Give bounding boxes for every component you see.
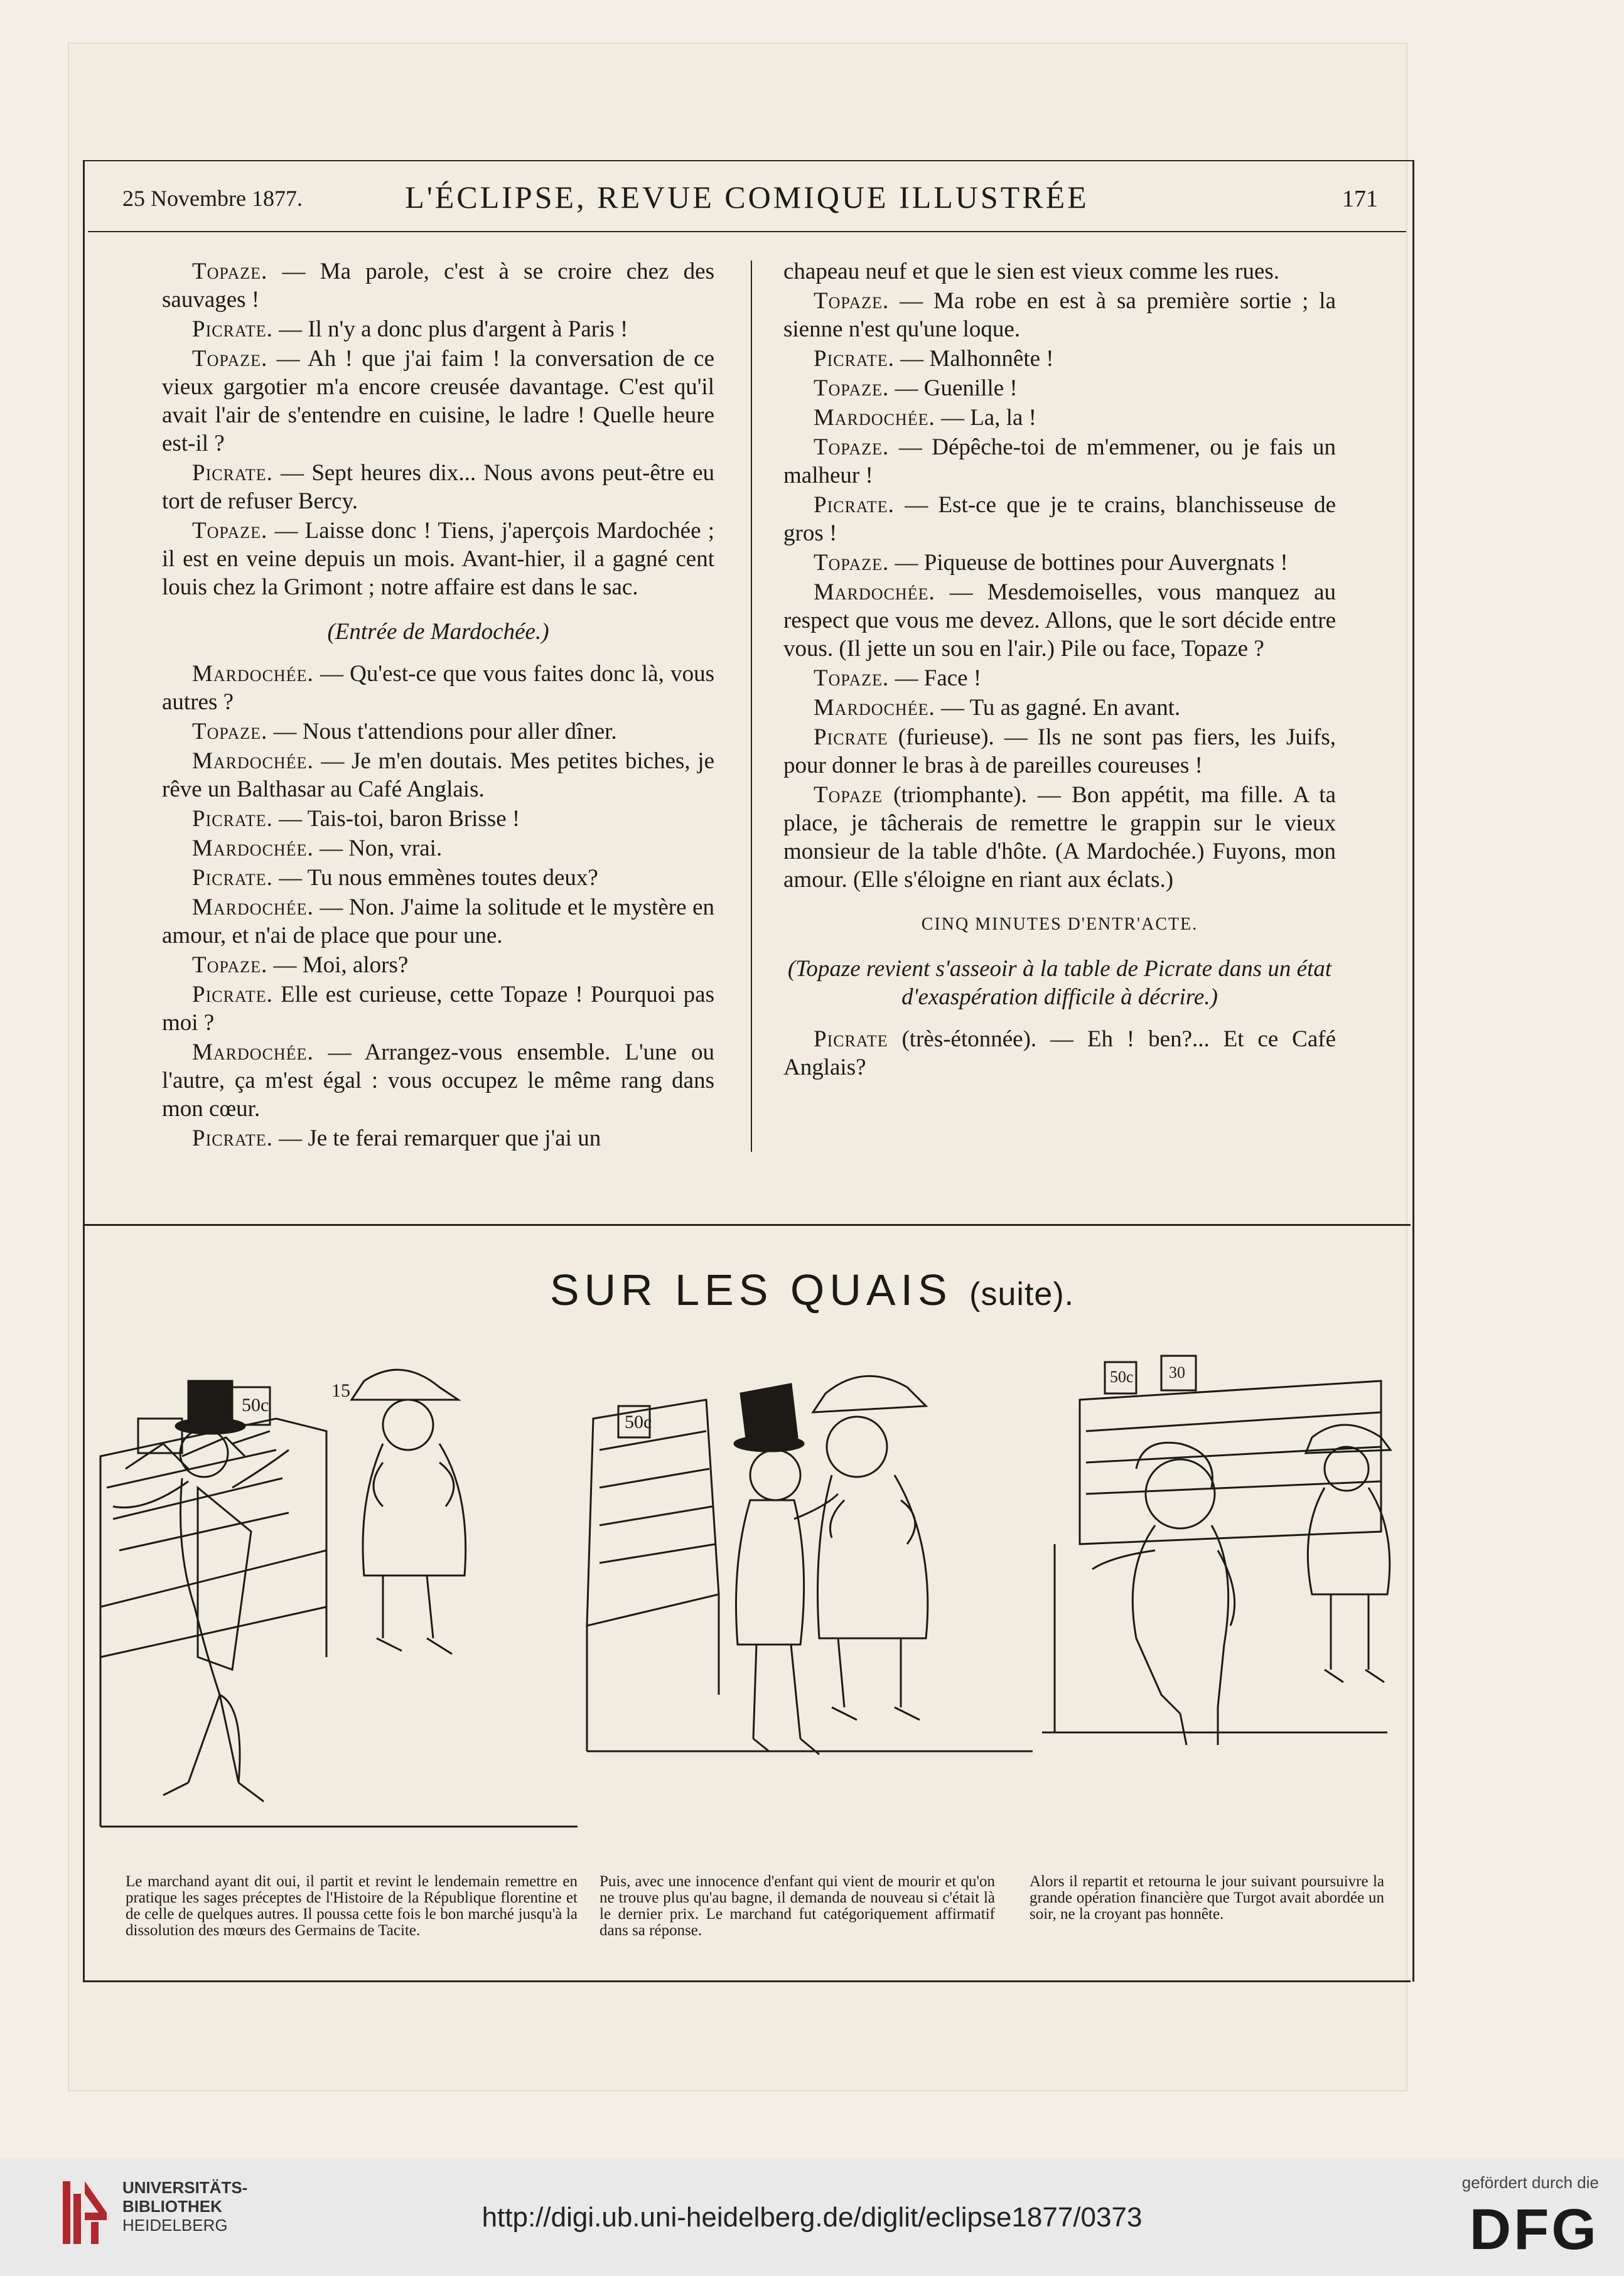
speaker-name: Mardochée. bbox=[192, 661, 314, 687]
dialogue-line bbox=[162, 517, 714, 601]
price-tag-2: 15 bbox=[331, 1380, 350, 1401]
dialogue-text: — Je te ferai remarquer que j'ai un bbox=[272, 1125, 601, 1151]
dialogue-line bbox=[162, 660, 714, 716]
speaker-name: Topaze. bbox=[192, 518, 268, 544]
speaker-name: Topaze. bbox=[192, 952, 268, 978]
text-column-right bbox=[783, 257, 1336, 1083]
speaker-name: Topaze bbox=[814, 782, 883, 808]
speaker-name: Topaze. bbox=[192, 259, 268, 284]
dialogue-text: — Non. J'aime la solitude et le mystère en amour, et n'ai de place que pour une. bbox=[162, 894, 714, 948]
speaker-name: Mardochée. bbox=[192, 894, 314, 920]
header-rule bbox=[88, 231, 1406, 232]
speaker-name: Picrate. bbox=[814, 492, 895, 518]
price-tag-5: 30 bbox=[1169, 1363, 1185, 1382]
permalink-url[interactable]: http://digi.ub.uni-heidelberg.de/diglit/eclipse1877/0373 bbox=[481, 2202, 1143, 2233]
library-name-line-2: BIBLIOTHEK bbox=[122, 2197, 222, 2216]
dialogue-line bbox=[783, 257, 1336, 286]
dialogue-line bbox=[162, 1124, 714, 1152]
speaker-name: Picrate. bbox=[192, 316, 273, 342]
dialogue-line bbox=[162, 717, 714, 746]
dialogue-text: — Piqueuse de bottines pour Auvergnats ! bbox=[889, 550, 1288, 576]
dialogue-text: — La, la ! bbox=[935, 405, 1036, 431]
dialogue-text: — Nous t'attendions pour aller dîner. bbox=[267, 719, 617, 744]
speaker-name: Picrate. bbox=[192, 1125, 273, 1151]
page-number: 171 bbox=[1342, 186, 1378, 212]
speaker-name: Picrate. bbox=[192, 460, 273, 486]
section-rule bbox=[83, 1224, 1411, 1226]
cartoon-drawing-3 bbox=[1030, 1343, 1400, 1839]
cartoon-drawing-1 bbox=[88, 1343, 590, 1839]
speaker-name: Mardochée. bbox=[814, 695, 935, 721]
dialogue-line bbox=[162, 315, 714, 343]
dialogue-line bbox=[783, 433, 1336, 490]
dialogue-text: — Sept heures dix... Nous avons peut-être eu tort de refuser Bercy. bbox=[162, 460, 714, 514]
speaker-name: Picrate. bbox=[192, 806, 273, 832]
speaker-name: Mardochée. bbox=[814, 579, 935, 605]
dialogue-text: — Moi, alors? bbox=[267, 952, 409, 978]
cartoon-panel-1 bbox=[88, 1343, 590, 1839]
speaker-name: Mardochée. bbox=[192, 1039, 314, 1065]
dialogue-line bbox=[783, 664, 1336, 692]
dialogue-line bbox=[783, 549, 1336, 577]
dialogue-text: — Tu nous emmènes toutes deux? bbox=[272, 865, 598, 891]
stage-direction: (Topaze revient s'asseoir à la table de Picrate dans un état d'exaspération difficile à décrire.) bbox=[787, 956, 1332, 1010]
dialogue-text: — Non, vrai. bbox=[313, 835, 443, 861]
column-divider bbox=[751, 260, 752, 1152]
speaker-name: Mardochée. bbox=[192, 748, 314, 774]
cartoon-title bbox=[0, 1265, 1624, 1315]
cartoon-title-text: SUR LES QUAIS bbox=[549, 1265, 952, 1314]
speaker-name: Picrate bbox=[814, 724, 888, 750]
speaker-name: Picrate. bbox=[192, 865, 273, 891]
dialogue-text: — Malhonnête ! bbox=[894, 346, 1054, 372]
speaker-name: Mardochée. bbox=[192, 835, 314, 861]
dialogue-text: — Ma robe en est à sa première sortie ; la sienne n'est qu'une loque. bbox=[783, 288, 1336, 342]
dialogue-line bbox=[162, 951, 714, 979]
speaker-name: Topaze. bbox=[814, 434, 890, 460]
speaker-name: Topaze. bbox=[814, 550, 890, 576]
price-tag-1: 50c bbox=[242, 1395, 269, 1415]
dialogue-line bbox=[162, 459, 714, 515]
dialogue-text: — Arrangez-vous ensemble. L'une ou l'autre, ça m'est égal : vous occupez le même rang dans mon cœur. bbox=[162, 1039, 714, 1122]
library-name-line-1: UNIVERSITÄTS- bbox=[122, 2178, 248, 2197]
dialogue-text: (furieuse). — Ils ne sont pas fiers, les Juifs, pour donner le bras à de pareilles coureuses ! bbox=[783, 724, 1336, 778]
dialogue-text: — Face ! bbox=[889, 665, 982, 691]
interlude-heading: CINQ MINUTES D'ENTR'ACTE. bbox=[921, 915, 1198, 934]
dialogue-line bbox=[162, 345, 714, 458]
dfg-logo[interactable]: DFG bbox=[1469, 2198, 1599, 2262]
stage-direction: (Entrée de Mardochée.) bbox=[327, 619, 549, 645]
cartoon-drawing-2 bbox=[574, 1343, 1042, 1839]
dialogue-text: — Tais-toi, baron Brisse ! bbox=[272, 806, 520, 832]
cartoon-caption-3: Alors il repartit et retourna le jour suivant poursuivre la grande opération financière que Turgot avait abordée un soir, ne la croyant pas honnête. bbox=[1030, 1873, 1384, 1923]
dialogue-text: — Il n'y a donc plus d'argent à Paris ! bbox=[272, 316, 628, 342]
cartoon-panel-3 bbox=[1030, 1343, 1400, 1839]
speaker-name: Topaze. bbox=[192, 719, 268, 744]
dialogue-text: — Mesdemoiselles, vous manquez au respect que vous me devez. Allons, que le sort décide entre vous. (Il jette un sou en l'air.) Pile ou face, Topaze ? bbox=[783, 579, 1336, 662]
speaker-name: Topaze. bbox=[814, 665, 890, 691]
dialogue-line bbox=[783, 723, 1336, 780]
speaker-name: Mardochée. bbox=[814, 405, 935, 431]
dialogue-text: — Laisse donc ! Tiens, j'aperçois Mardochée ; il est en veine depuis un mois. Avant-hier, il a gagné cent louis chez la Grimont ; notre affaire est dans le sac. bbox=[162, 518, 714, 600]
speaker-name: Picrate. bbox=[192, 982, 273, 1007]
dialogue-text: — Dépêche-toi de m'emmener, ou je fais un malheur ! bbox=[783, 434, 1336, 488]
page-header bbox=[88, 179, 1406, 235]
dialogue-line bbox=[162, 864, 714, 892]
dialogue-line bbox=[162, 257, 714, 314]
bottom-rule bbox=[83, 1980, 1411, 1982]
speaker-name: Topaze. bbox=[192, 346, 268, 372]
dialogue-line bbox=[162, 834, 714, 862]
speaker-name: Topaze. bbox=[814, 288, 890, 314]
dialogue-line bbox=[783, 578, 1336, 663]
price-tag-4: 50c bbox=[1110, 1368, 1134, 1386]
dialogue-text: Elle est curieuse, cette Topaze ! Pourquoi pas moi ? bbox=[162, 982, 714, 1036]
dialogue-line bbox=[783, 1025, 1336, 1082]
cartoon-panel-2 bbox=[574, 1343, 1042, 1839]
dialogue-line bbox=[783, 781, 1336, 894]
dialogue-text: (triomphante). — Bon appétit, ma fille. A ta place, je tâcherais de remettre le grappin sur le vieux monsieur de la table d'hôte. (A Mardochée.) Fuyons, mon amour. (Elle s'éloigne en riant aux éclats.) bbox=[783, 782, 1336, 893]
dialogue-line bbox=[783, 345, 1336, 373]
dialogue-text: — Guenille ! bbox=[889, 375, 1018, 401]
dialogue-line bbox=[783, 491, 1336, 547]
speaker-name: Picrate. bbox=[814, 346, 895, 372]
dialogue-line bbox=[783, 694, 1336, 722]
dialogue-line bbox=[162, 747, 714, 803]
dialogue-text: — Je m'en doutais. Mes petites biches, je rêve un Balthasar au Café Anglais. bbox=[162, 748, 714, 802]
dialogue-text: chapeau neuf et que le sien est vieux comme les rues. bbox=[783, 259, 1280, 284]
dialogue-text: — Ma parole, c'est à se croire chez des sauvages ! bbox=[162, 259, 714, 313]
library-name-line-3: HEIDELBERG bbox=[122, 2216, 228, 2235]
cartoon-title-suite: (suite). bbox=[969, 1276, 1075, 1312]
speaker-name: Picrate bbox=[814, 1026, 888, 1052]
cartoon-caption-1: Le marchand ayant dit oui, il partit et revint le lendemain remettre en pratique les sages préceptes de l'Histoire de la République florentine et de celle de quelques autres. Il poussa cette fois le bon marché jusqu'à la dissolution des mœurs des Germains de Tacite. bbox=[126, 1873, 578, 1939]
dialogue-line bbox=[162, 980, 714, 1037]
dialogue-line bbox=[162, 1038, 714, 1123]
journal-title: L'ÉCLIPSE, REVUE COMIQUE ILLUSTRÉE bbox=[405, 180, 1089, 215]
dialogue-line bbox=[783, 374, 1336, 402]
dialogue-text: (très-étonnée). — Eh ! ben?... Et ce Café Anglais? bbox=[783, 1026, 1336, 1080]
dialogue-line bbox=[162, 893, 714, 950]
dialogue-text: — Tu as gagné. En avant. bbox=[935, 695, 1181, 721]
digitization-footer bbox=[0, 2159, 1624, 2276]
text-column-left bbox=[162, 257, 714, 1154]
issue-date: 25 Novembre 1877. bbox=[122, 186, 303, 211]
cartoon-caption-2: Puis, avec une innocence d'enfant qui vient de mourir et qu'on ne trouve plus qu'au bagne, il demanda de nouveau si c'était là le dernier prix. Le marchand fut catégoriquement affirmatif dans sa réponse. bbox=[600, 1873, 995, 1939]
dialogue-text: — Ah ! que j'ai faim ! la conversation de ce vieux gargotier m'a encore creusée davantage. C'est qu'il avait l'air de s'entendre en cuisine, le ladre ! Quelle heure est-il ? bbox=[162, 346, 714, 456]
dialogue-text: — Qu'est-ce que vous faites donc là, vous autres ? bbox=[162, 661, 714, 715]
speaker-name: Topaze. bbox=[814, 375, 890, 401]
dialogue-line bbox=[783, 404, 1336, 432]
dialogue-text: — Est-ce que je te crains, blanchisseuse de gros ! bbox=[783, 492, 1336, 546]
price-tag-3: 50c bbox=[625, 1412, 652, 1432]
dialogue-line bbox=[162, 805, 714, 833]
dialogue-line bbox=[783, 287, 1336, 343]
funded-by-label: gefördert durch die bbox=[1461, 2173, 1599, 2192]
